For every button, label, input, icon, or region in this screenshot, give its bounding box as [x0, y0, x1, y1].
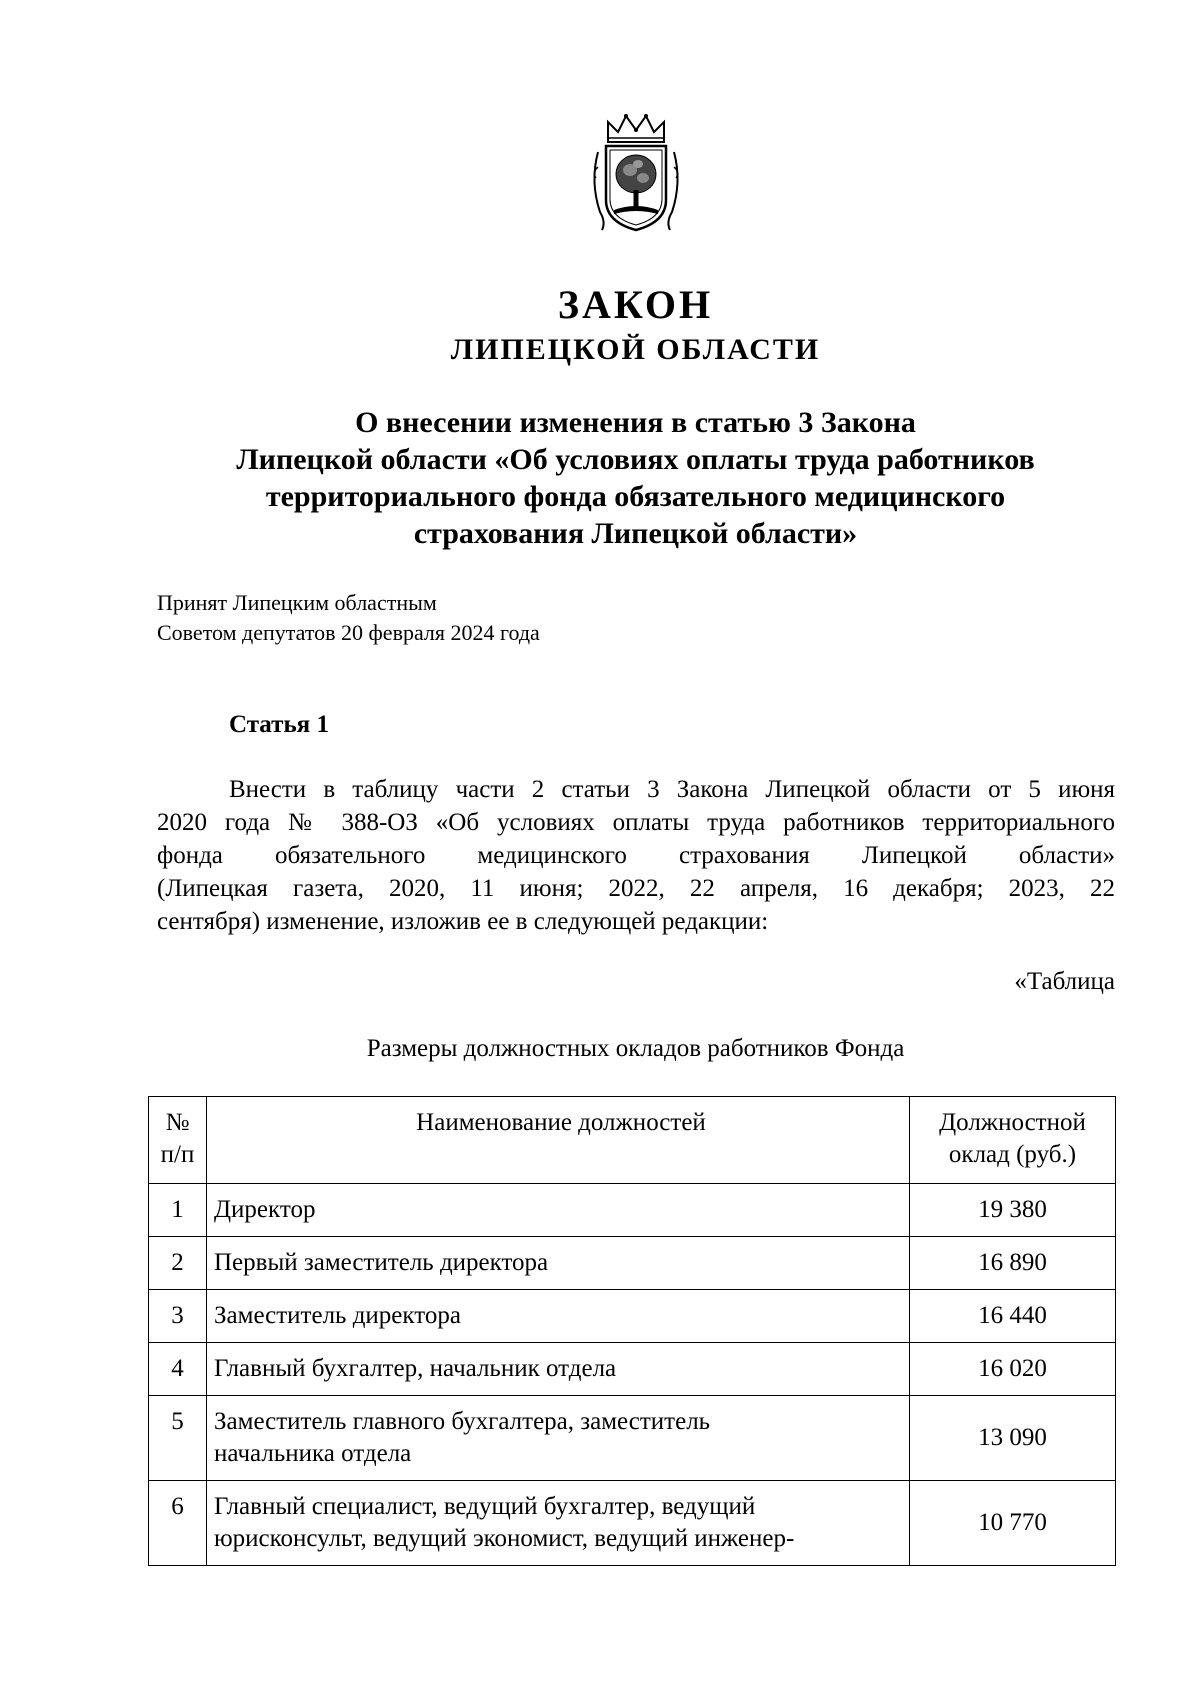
- table-row: [149, 1396, 1116, 1481]
- row-number: 4: [149, 1343, 207, 1396]
- salary-table: [148, 1096, 1116, 1566]
- header-salary: Должностной оклад (руб.): [910, 1097, 1116, 1184]
- row-salary: 13 090: [910, 1396, 1116, 1481]
- row-salary: 16 020: [910, 1343, 1116, 1396]
- row-number: 3: [149, 1290, 207, 1343]
- row-salary: 16 440: [910, 1290, 1116, 1343]
- row-number: 5: [149, 1396, 207, 1481]
- paragraph-line: фонда обязательного медицинского страхования Липецкой области»: [157, 842, 1115, 869]
- table-caption: Размеры должностных окладов работников Фонда: [366, 1035, 905, 1062]
- row-position: Главный бухгалтер, начальник отдела: [207, 1343, 910, 1396]
- adoption-line: Принят Липецким областным: [157, 590, 437, 615]
- adoption-note: [157, 588, 540, 648]
- table-header-row: [149, 1097, 1116, 1184]
- paragraph-line: 2020 года № 388-ОЗ «Об условиях оплаты труда работников территориального: [157, 809, 1115, 836]
- row-position: Директор: [207, 1184, 910, 1237]
- law-subject-line: территориального фонда обязательного медицинского: [265, 480, 1006, 513]
- header-number: № п/п: [149, 1097, 207, 1184]
- header-position-name: Наименование должностей: [207, 1097, 910, 1184]
- table-row: [149, 1184, 1116, 1237]
- law-subject: [150, 404, 1121, 552]
- table-row: [149, 1343, 1116, 1396]
- law-title: ЗАКОН: [557, 282, 714, 327]
- coat-of-arms-emblem: [588, 112, 684, 238]
- row-salary: 16 890: [910, 1237, 1116, 1290]
- row-position: Заместитель главного бухгалтера, заместитель начальника отдела: [207, 1396, 910, 1481]
- table-label: «Таблица: [1014, 968, 1115, 995]
- paragraph-line: сентября) изменение, изложив ее в следующей редакции:: [157, 908, 769, 935]
- table-row: [149, 1290, 1116, 1343]
- law-subject-line: Липецкой области «Об условиях оплаты труда работников: [236, 443, 1035, 476]
- row-number: 6: [149, 1481, 207, 1566]
- row-salary: 19 380: [910, 1184, 1116, 1237]
- table-row: [149, 1237, 1116, 1290]
- law-subject-line: О внесении изменения в статью 3 Закона: [355, 406, 916, 439]
- law-region: ЛИПЕЦКОЙ ОБЛАСТИ: [450, 333, 821, 366]
- row-position: Главный специалист, ведущий бухгалтер, ведущий юрисконсульт, ведущий экономист, ведущий инженер-: [207, 1481, 910, 1566]
- article-heading: Статья 1: [229, 711, 329, 738]
- paragraph-line: Внести в таблицу части 2 статьи 3 Закона Липецкой области от 5 июня: [229, 776, 1115, 803]
- paragraph-line: (Липецкая газета, 2020, 11 июня; 2022, 22 апреля, 16 декабря; 2023, 22: [157, 875, 1115, 902]
- row-position: Первый заместитель директора: [207, 1237, 910, 1290]
- row-salary: 10 770: [910, 1481, 1116, 1566]
- row-position: Заместитель директора: [207, 1290, 910, 1343]
- table-row: [149, 1481, 1116, 1566]
- row-number: 1: [149, 1184, 207, 1237]
- adoption-line: Советом депутатов 20 февраля 2024 года: [157, 620, 540, 645]
- article-paragraph: [157, 773, 1115, 938]
- law-subject-line: страхования Липецкой области»: [413, 517, 858, 550]
- row-number: 2: [149, 1237, 207, 1290]
